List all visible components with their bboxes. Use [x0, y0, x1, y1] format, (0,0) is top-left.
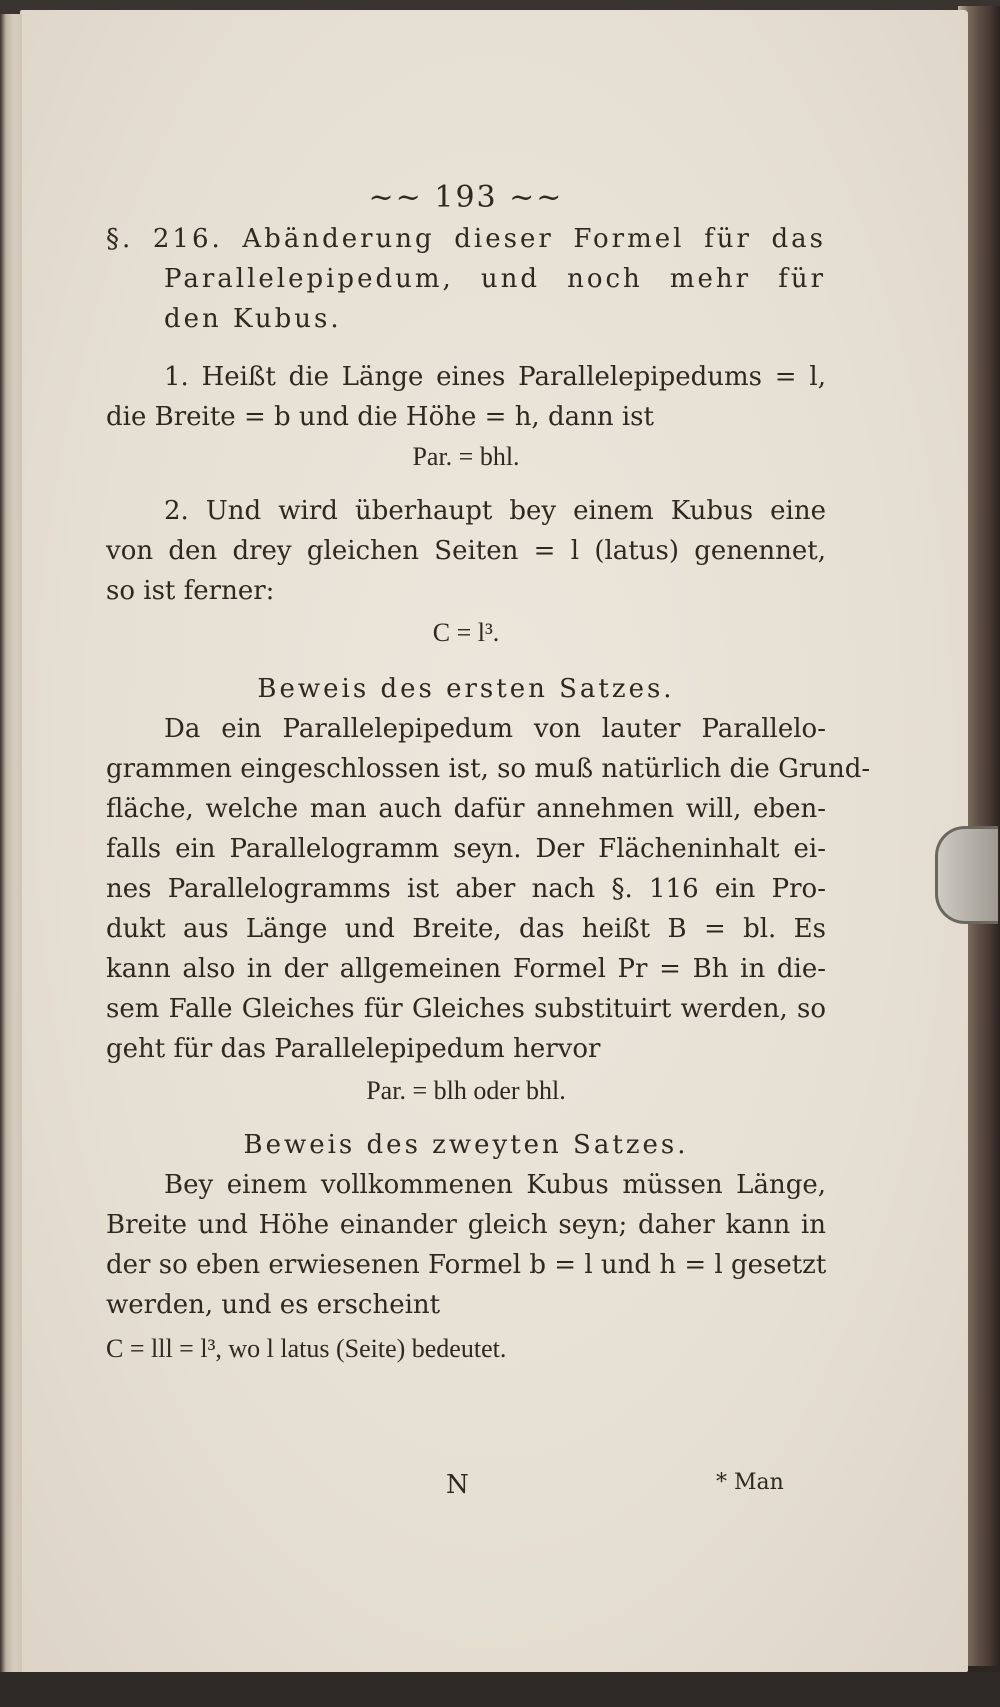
catchword: * Man: [716, 1470, 784, 1495]
signature-mark: N: [446, 1470, 469, 1500]
proof1-formula: Par. = blh oder bhl.: [366, 1076, 566, 1105]
proof1-line-5: nes Parallelogramms ist aber nach §. 116 ein Pro-: [106, 874, 826, 904]
proof1-line-7: kann also in der allgemeinen Formel Pr = Bh in die-: [106, 954, 826, 984]
proof1-line-2: grammen eingeschlossen ist, so muß natürlich die Grund-: [106, 754, 871, 784]
rule2-line-1: 2. Und wird überhaupt bey einem Kubus eine: [164, 496, 826, 526]
proof2-line-3: der so eben erwiesenen Formel b = l und h = l gesetzt: [106, 1250, 827, 1280]
proof1-line-8: sem Falle Gleiches für Gleiches substituirt werden, so: [106, 994, 826, 1024]
section-heading-line-3: den Kubus.: [164, 304, 342, 334]
rule2-formula: C = l³.: [432, 618, 500, 647]
section-heading-line-1: §. 216. Abänderung dieser Formel für das: [106, 224, 826, 254]
book-clip: [935, 826, 998, 924]
proof1-line-6: dukt aus Länge und Breite, das heißt B = bl. Es: [106, 914, 826, 944]
proof1-line-4: falls ein Parallelogramm seyn. Der Flächeninhalt ei-: [106, 834, 826, 864]
proof1-line-9: geht für das Parallelepipedum hervor: [106, 1034, 601, 1064]
proof1-line-1: Da ein Parallelepipedum von lauter Parallelo-: [164, 714, 826, 744]
proof2-title: Beweis des zweyten Satzes.: [243, 1130, 689, 1160]
paper-page: [20, 10, 968, 1672]
proof2-formula: C = lll = l³, wo l latus (Seite) bedeutet.: [106, 1334, 507, 1363]
proof2-line-2: Breite und Höhe einander gleich seyn; daher kann in: [106, 1210, 826, 1240]
proof1-title: Beweis des ersten Satzes.: [257, 674, 675, 704]
proof2-line-4: werden, und es erscheint: [106, 1290, 441, 1320]
proof1-line-3: fläche, welche man auch dafür annehmen will, eben-: [106, 794, 826, 824]
rule1-formula: Par. = bhl.: [412, 442, 520, 471]
rule1-line-1: 1. Heißt die Länge eines Parallelepipedums = l,: [164, 362, 826, 392]
page-edges-left: [0, 14, 22, 1694]
rule2-line-3: so ist ferner:: [106, 576, 275, 606]
proof2-line-1: Bey einem vollkommenen Kubus müssen Länge,: [164, 1170, 826, 1200]
page-number: ~~ 193 ~~: [368, 180, 564, 215]
rule1-line-2: die Breite = b und die Höhe = h, dann ist: [106, 402, 654, 432]
scanner-bottom-strip: [0, 1672, 1000, 1707]
rule2-line-2: von den drey gleichen Seiten = l (latus) genennet,: [106, 536, 826, 566]
section-heading-line-2: Parallelepipedum, und noch mehr für: [164, 264, 826, 294]
